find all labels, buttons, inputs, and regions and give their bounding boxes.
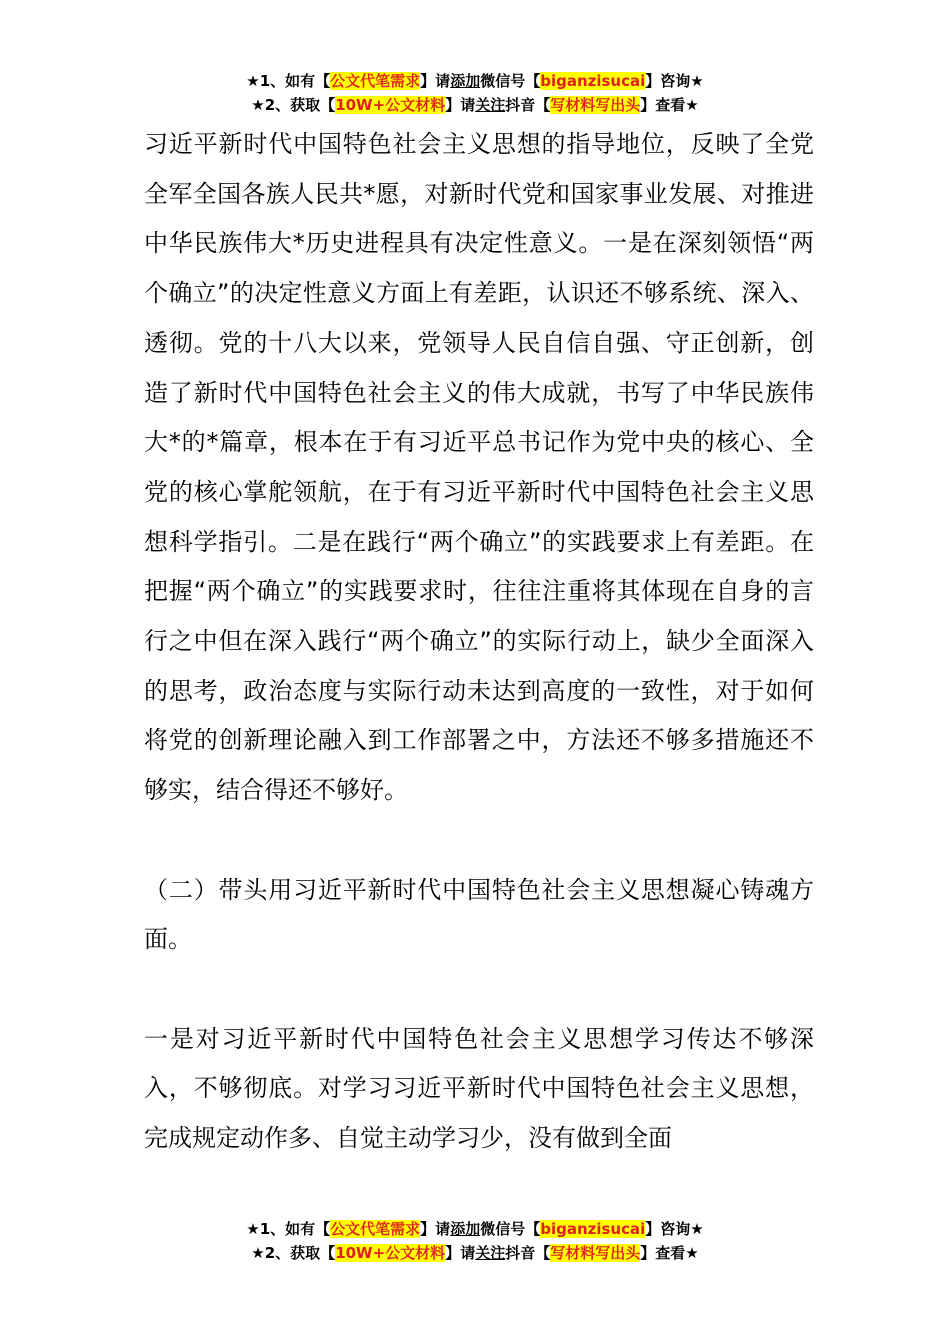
banner-text: 】请 <box>445 1244 476 1262</box>
banner-underline: 关注 <box>475 1244 506 1262</box>
banner-text: 】请 <box>420 1220 451 1238</box>
banner-text: 】咨询★ <box>645 1220 704 1238</box>
banner-text: 】查看★ <box>640 96 699 114</box>
banner-text: 抖音【 <box>505 96 551 114</box>
banner-text: 微信号【 <box>480 72 541 90</box>
banner-text: 抖音【 <box>505 1244 551 1262</box>
document-body <box>144 120 814 1164</box>
banner-underline: 添加 <box>450 72 481 90</box>
paragraph-spacer <box>144 816 814 866</box>
banner-highlight: 10W+公文材料 <box>335 1244 446 1262</box>
banner-text: 】请 <box>420 72 451 90</box>
banner-highlight: 写材料写出头 <box>550 96 641 114</box>
section-heading: （二）带头用习近平新时代中国特色社会主义思想凝心铸魂方面。 <box>144 875 814 954</box>
banner-line-1 <box>0 69 950 93</box>
banner-highlight: biganzisucai <box>540 1220 646 1238</box>
banner-text: 】请 <box>445 96 476 114</box>
banner-text: ★2、获取【 <box>251 1244 336 1262</box>
banner-line-1 <box>0 1217 950 1241</box>
banner-highlight: 10W+公文材料 <box>335 96 446 114</box>
body-paragraph: 一是对习近平新时代中国特色社会主义思想学习传达不够深入，不够彻底。对学习习近平新时代中国特色社会主义思想，完成规定动作多、自觉主动学习少，没有做到全面 <box>144 1024 814 1153</box>
banner-text: 】查看★ <box>640 1244 699 1262</box>
banner-highlight: 公文代笔需求 <box>330 72 421 90</box>
banner-text: 】咨询★ <box>645 72 704 90</box>
banner-text: ★1、如有【 <box>246 1220 331 1238</box>
body-paragraph: 习近平新时代中国特色社会主义思想的指导地位，反映了全党全军全国各族人民共*愿，对新时代党和国家事业发展、对推进中华民族伟大*历史进程具有决定性意义。一是在深刻领悟“两个确立”的决定性意义方面上有差距，认识还不够系统、深入、透彻。党的十八大以来，党领导人民自信自强、守正创新，创造了新时代中国特色社会主义的伟大成就，书写了中华民族伟大*的*篇章，根本在于有习近平总书记作为党中央的核心、全党的核心掌舵领航，在于有习近平新时代中国特色社会主义思想科学指引。二是在践行“两个确立”的实践要求上有差距。在把握“两个确立”的实践要求时，往往注重将其体现在自身的言行之中但在深入践行“两个确立”的实际行动上，缺少全面深入的思考，政治态度与实际行动未达到高度的一致性，对于如何将党的创新理论融入到工作部署之中，方法还不够多措施还不够实，结合得还不够好。 <box>144 130 814 805</box>
banner-underline: 添加 <box>450 1220 481 1238</box>
banner-text: ★1、如有【 <box>246 72 331 90</box>
banner-line-2 <box>0 93 950 117</box>
header-banner <box>0 69 950 117</box>
banner-highlight: biganzisucai <box>540 72 646 90</box>
banner-highlight: 公文代笔需求 <box>330 1220 421 1238</box>
banner-line-2 <box>0 1241 950 1265</box>
banner-text: ★2、获取【 <box>251 96 336 114</box>
paragraph-spacer <box>144 965 814 1015</box>
footer-banner <box>0 1217 950 1265</box>
banner-highlight: 写材料写出头 <box>550 1244 641 1262</box>
banner-underline: 关注 <box>475 96 506 114</box>
banner-text: 微信号【 <box>480 1220 541 1238</box>
